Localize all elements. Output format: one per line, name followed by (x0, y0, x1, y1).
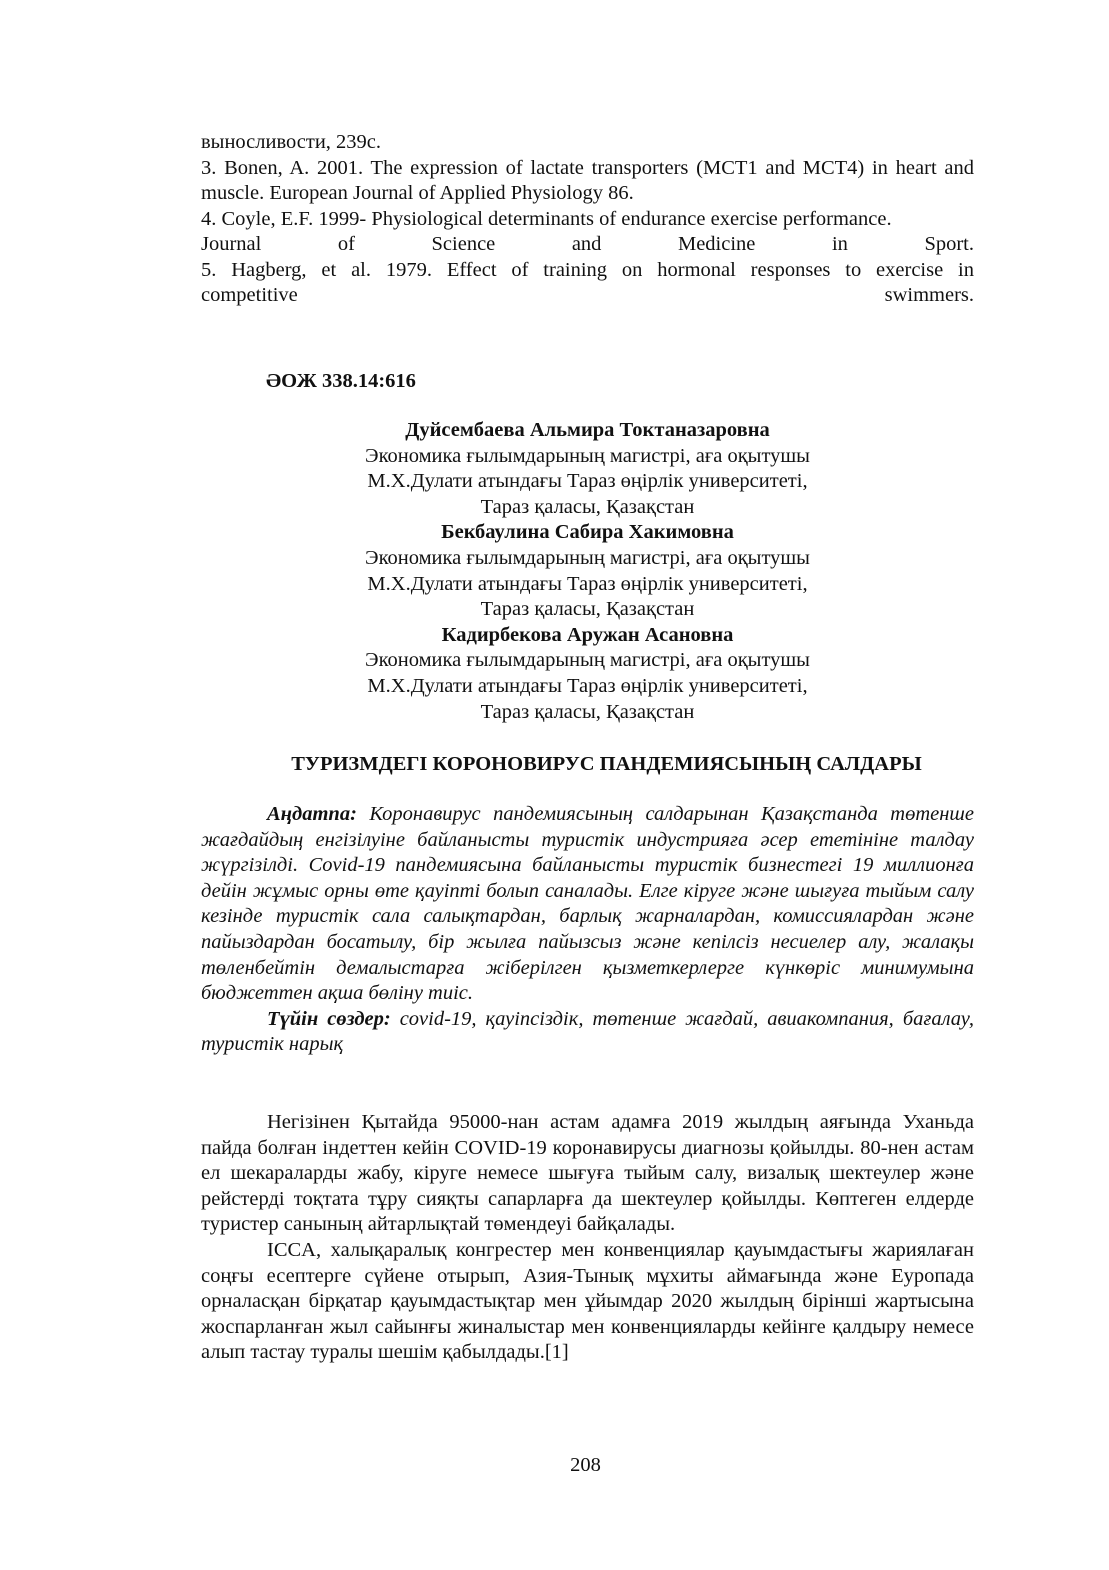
reference-4-line-1: 4. Coyle, E.F. 1999- Physiological determinants of endurance exercise performance. (201, 207, 892, 230)
author-university: М.Х.Дулати атындағы Тараз өңірлік университеті, (367, 572, 808, 595)
author-name: Кадирбекова Аружан Асановна (441, 623, 734, 646)
author-city: Тараз қаласы, Қазақстан (480, 700, 695, 723)
references-section (201, 130, 974, 309)
abstract-label: Аңдатпа: (267, 803, 357, 825)
author-university: М.Х.Дулати атындағы Тараз өңірлік университеті, (367, 470, 808, 493)
author-name: Бекбаулина Сабира Хакимовна (441, 521, 734, 544)
body-paragraph-1: Негізінен Қытайда 95000-нан астам адамға 2019 жылдың аяғында Уханьда пайда болған індеттен кейін COVID-19 коронавирусы диагнозы қойылды. 80-нен астам ел шекараларды жабу, кіруге немесе шығуға тыйым салу, визалық шектеулер және рейстерді тоқтата тұру сияқты сапарларға да шектеулер қойылды. Көптеген елдерде туристер санының айтарлықтай төмендеуі байқалады. (201, 1111, 974, 1236)
reference-5-line-1: 5. Hagberg, et al. 1979. Effect of training on hormonal responses to exercise in (201, 258, 974, 281)
author-position: Экономика ғылымдарының магистрі, аға оқытушы (365, 546, 810, 569)
body-text (201, 1110, 974, 1366)
keywords-paragraph (201, 1007, 974, 1058)
reference-5-line-2: competitive swimmers. (201, 284, 974, 306)
author-position: Экономика ғылымдарының магистрі, аға оқытушы (365, 444, 810, 467)
reference-continuation: выносливости, 239с. (201, 131, 382, 153)
author-university: М.Х.Дулати атындағы Тараз өңірлік университеті, (367, 674, 808, 697)
udc-code: ӘОЖ 338.14:616 (266, 370, 416, 392)
author-name: Дуйсембаева Альмира Токтаназаровна (405, 419, 770, 441)
reference-3: 3. Bonen, A. 2001. The expression of lactate transporters (MCT1 and MCT4) in heart and muscle. European Journal of Applied Physiology 86. (201, 156, 974, 204)
author-block (201, 418, 974, 725)
author-city: Тараз қаласы, Қазақстан (480, 495, 695, 518)
keywords-text: covid-19, қауіпсіздік, төтенше жағдай, авиакомпания, бағалау, туристік нарық (201, 1007, 974, 1056)
author-city: Тараз қаласы, Қазақстан (480, 598, 695, 621)
abstract-paragraph (201, 802, 974, 1007)
author-position: Экономика ғылымдарының магистрі, аға оқытушы (365, 649, 810, 672)
page-number: 208 (570, 1454, 601, 1476)
abstract-text: Коронавирус пандемиясының салдарынан Қазақстанда төтенше жағдайдың енгізілуіне байланысты туристік индустрияға әсер ететініне талдау жүргізілді. Covid-19 пандемиясына байланысты туристік бизнестегі 19 миллионға дейін жұмыс орны өте қауіпті болып саналады. Елге кіруге және шығуға тыйым салу кезінде туристік сала салықтардан, барлық жарналардан, комиссиялардан және пайыздардан босатылу, бір жылға пайызсыз және кепілсіз несиелер алу, жалақы төленбейтін демалыстарға жіберілген қызметкерлерге күнкөріс минимумына бюджеттен ақша бөліну тиіс. (201, 803, 974, 1005)
abstract-section (201, 802, 974, 1058)
body-paragraph-2: ICCA, халықаралық конгрестер мен конвенциялар қауымдастығы жариялаған соңғы есептерге сүйене отырып, Азия-Тынық мұхиты аймағында және Еуропада орналасқан бірқатар қауымдастықтар мен ұйымдар 2020 жылдың бірінші жартысына жоспарланған жыл сайынғы жиналыстар мен конвенцияларды кейінге қалдыру немесе алып тастау туралы шешім қабылдады.[1] (201, 1238, 974, 1364)
reference-4-line-2: Journal of Science and Medicine in Sport. (201, 233, 974, 255)
keywords-label: Түйін сөздер: (267, 1007, 391, 1030)
article-title: ТУРИЗМДЕГІ КОРОНОВИРУС ПАНДЕМИЯСЫНЫҢ САЛДАРЫ (291, 753, 922, 775)
